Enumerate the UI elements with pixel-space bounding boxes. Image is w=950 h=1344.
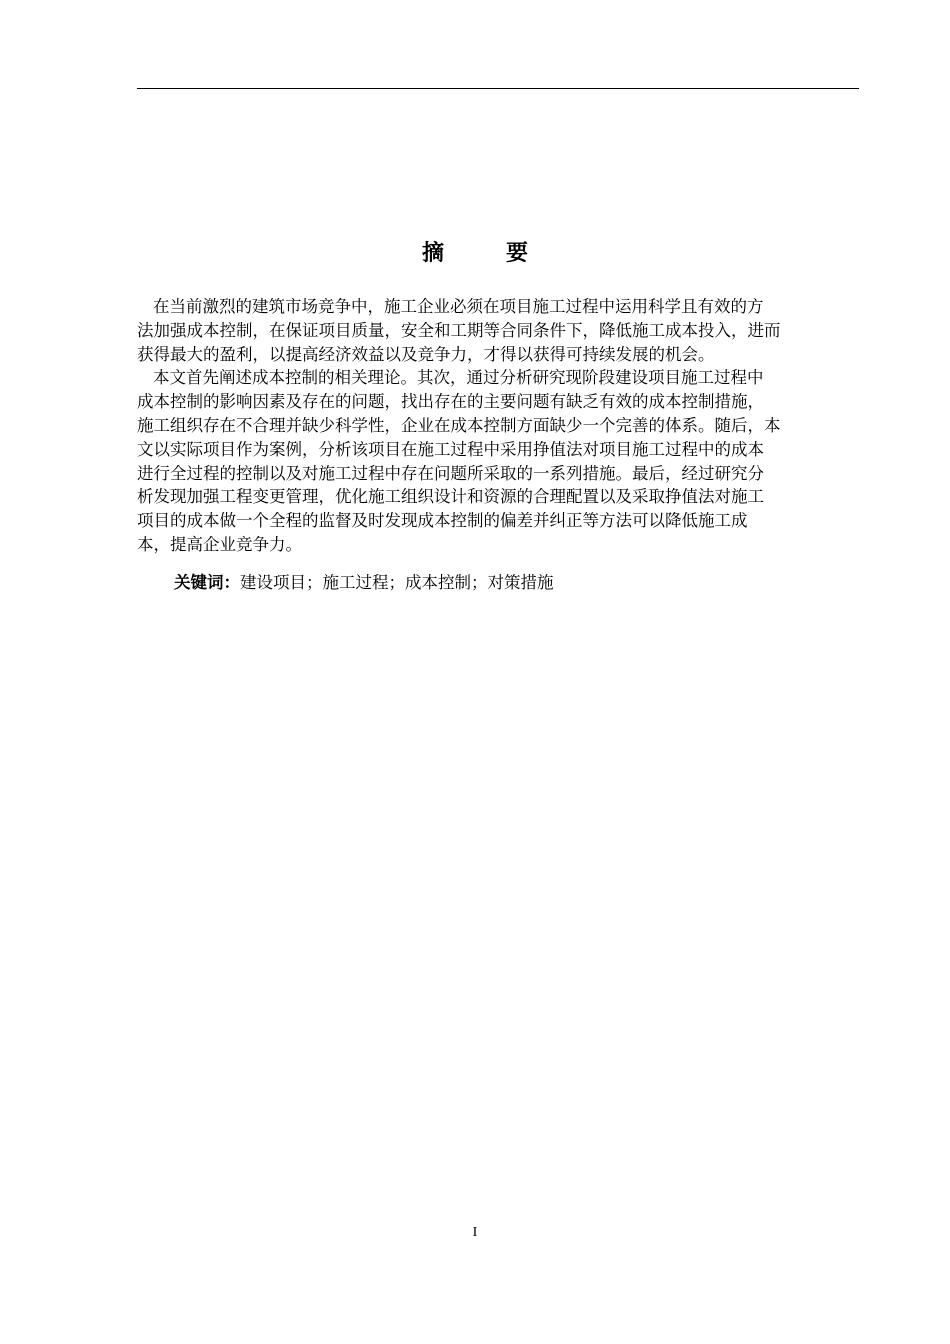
text-line: 进行全过程的控制以及对施工过程中存在问题所采取的一系列措施。最后，经过研究分 [137, 463, 764, 483]
abstract-paragraph-2 [137, 366, 859, 556]
text-line: 项目的成本做一个全程的监督及时发现成本控制的偏差并纠正等方法可以降低施工成 [137, 511, 748, 531]
header-rule [137, 88, 859, 89]
abstract-title: 摘 要 [421, 241, 548, 266]
text-line: 在当前激烈的建筑市场竞争中，施工企业必须在项目施工过程中运用科学且有效的方 [153, 297, 764, 316]
keywords-label: 关键词： [174, 573, 240, 592]
text-line: 获得最大的盈利，以提高经济效益以及竞争力，才得以获得可持续发展的机会。 [137, 344, 715, 364]
page-number: I [472, 1225, 478, 1240]
text-line: 施工组织存在不合理并缺少科学性，企业在成本控制方面缺少一个完善的体系。随后，本 [137, 415, 781, 435]
text-line: 本文首先阐述成本控制的相关理论。其次，通过分析研究现阶段建设项目施工过程中 [153, 368, 764, 388]
keywords-value: 建设项目；施工过程；成本控制；对策措施 [240, 573, 554, 592]
text-line: 文以实际项目作为案例，分析该项目在施工过程中采用挣值法对项目施工过程中的成本 [137, 439, 764, 459]
abstract-paragraph-1 [137, 295, 859, 366]
text-line: 析发现加强工程变更管理，优化施工组织设计和资源的合理配置以及采取挣值法对施工 [137, 487, 764, 507]
text-line: 成本控制的影响因素及存在的问题，找出存在的主要问题有缺乏有效的成本控制措施， [137, 392, 764, 412]
abstract-body [137, 295, 859, 557]
text-line: 法加强成本控制，在保证项目质量，安全和工期等合同条件下，降低施工成本投入，进而 [137, 320, 781, 340]
text-line: 本，提高企业竞争力。 [137, 534, 302, 554]
keywords [174, 571, 554, 595]
